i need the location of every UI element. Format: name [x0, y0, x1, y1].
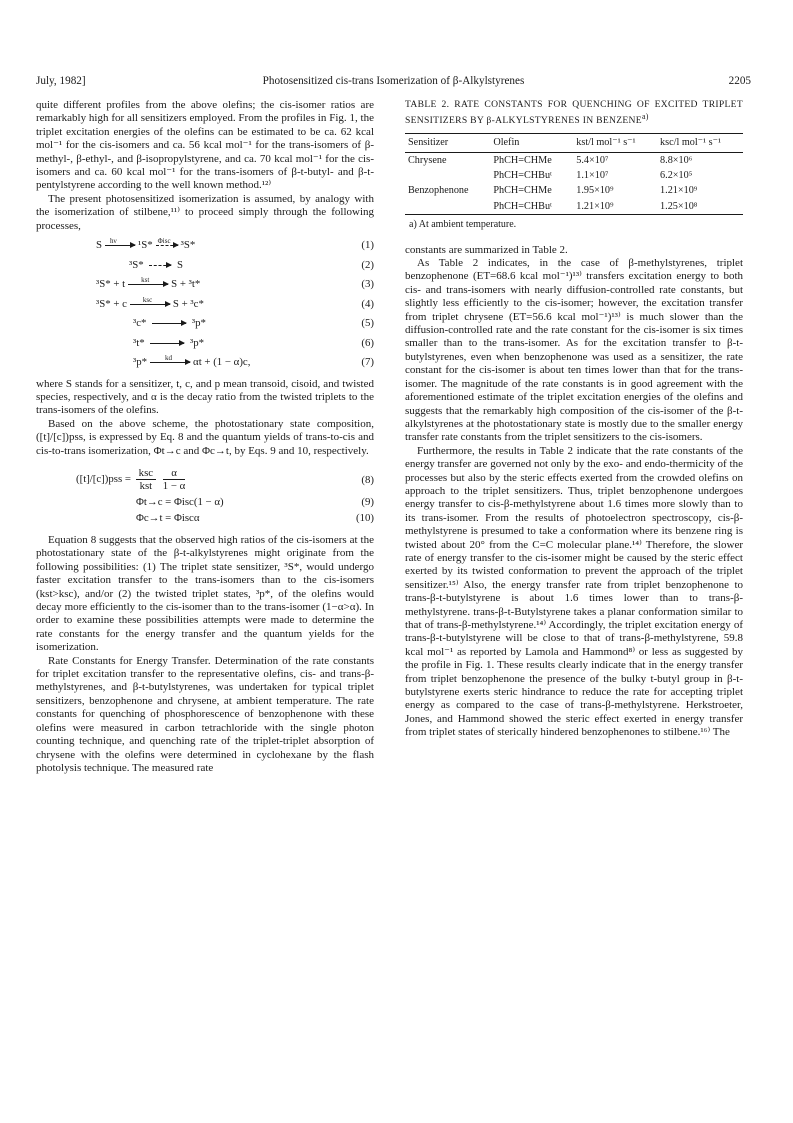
equation-9: Φt→c = Φisc(1 − α) (9)	[136, 496, 374, 508]
equation-number: (2)	[361, 258, 374, 271]
table-footnote: a) At ambient temperature.	[409, 219, 517, 231]
header-date: July, 1982]	[36, 75, 86, 87]
equation-10: Φc→t = Φiscα (10)	[136, 512, 374, 524]
equation-number: (3)	[361, 278, 374, 291]
paragraph: The present photosensitized isomerization is assumed, by analogy with the isomerization of stilbene,¹¹⁾ to proceed simply through the following processes,	[36, 192, 374, 232]
rate-constant-table	[405, 133, 743, 215]
paragraph: where S stands for a sensitizer, t, c, and p mean transoid, cisoid, and twisted species, respectively, and α is the decay ratio from the twisted triplets to the trans-isomers of the olefins.	[36, 377, 374, 417]
table-header: kst/l mol⁻¹ s⁻¹	[576, 137, 636, 149]
equation-5: ³c* ³p* (5)	[133, 317, 374, 330]
table-caption: TABLE 2. RATE CONSTANTS FOR QUENCHING OF EXCITED TRIPLET SENSITIZERS BY β-ALKYLSTYRENES IN BENZENE$^{a)}$	[405, 99, 743, 127]
table-row: Benzophenone PhCH=CHMe 1.95×10⁹ 1.21×10⁹	[408, 185, 698, 197]
equation-4: ³S* + c ksc S + ³c* (4)	[96, 295, 374, 310]
equation-number: (5)	[361, 317, 374, 330]
table-row: PhCH=CHBuᵗ 1.21×10⁹ 1.25×10⁸	[405, 199, 743, 215]
reaction-scheme	[36, 237, 374, 374]
equation-6: ³t* ³p* (6)	[133, 336, 374, 349]
equation-number: (7)	[361, 356, 374, 369]
equation-number: (6)	[361, 336, 374, 349]
equation-number: (8)	[361, 474, 374, 486]
table-row: Chrysene PhCH=CHMe 5.4×10⁷ 8.8×10⁶	[408, 154, 693, 166]
table-row: PhCH=CHBuᵗ 1.1×10⁷ 6.2×10⁵	[493, 170, 693, 181]
table-header: ksc/l mol⁻¹ s⁻¹	[660, 137, 722, 149]
paragraph: constants are summarized in Table 2.	[405, 243, 568, 256]
paragraph: Furthermore, the results in Table 2 indicate that the rate constants of the energy transfer are governed not only by the exo- and endo-thermicity of the processes but also by the steric effects exerted from the crowded olefins on approach to the triplet sensitizers. Thus, triplet benzophenone undergoes energy transfer to cis-β-methylstyrene about 1.6 times more slowly than to its trans-isomer. From the results of photoelectron spectroscopy, cis-β-methylstyrene is presumed to take a conformation where its benzene ring is twisted about 20° from the C=C molecular plane.¹⁴⁾ Therefore, the slower rate of energy transfer to the cis-isomer might be caused by the steric effect exerted by its twisted conformation to prevent the approach of the triplet sensitizer.¹⁵⁾ Also, the energy transfer rate from triplet benzophenone to trans-β-t-butylstyrene is about 1.6 times lower than to trans-β-methylstyrene. trans-β-t-Butylstyrene takes a planar conformation similar to that of trans-β-methylstyrene.¹⁴⁾ Accordingly, the triplet excitation energy of trans-β-t-butylstyrene will be close to that of trans-β-methylstyrene, 59.8 kcal mol⁻¹ as reported by Lamola and Hammond⁸⁾ or less as suggested by the profile in Fig. 1. These results clearly indicate that in the energy transfer from triplet benzophenone the presence of the bulky t-butyl group in β-t-butylstyrene exerts steric hindrance to reduce the rate for accepting triplet energy as compared to the case of trans-β-methylstyrene. Herkstroeter, Jones, and Hammond showed the steric effect exerted in energy transfer from triplet states of sterically hindered benzophenones to stilbene.¹⁶⁾ The	[405, 444, 743, 739]
equation-number: (9)	[361, 496, 374, 508]
equation-number: (1)	[361, 239, 374, 252]
table-header: Olefin	[493, 137, 520, 149]
left-column	[36, 99, 374, 775]
right-column	[405, 99, 743, 740]
equation-number: (4)	[361, 297, 374, 310]
header-title: Photosensitized cis-trans Isomerization of β-Alkylstyrenes	[262, 75, 525, 87]
paragraph: quite different profiles from the above olefins; the cis-isomer ratios are remarkably high for all sensitizers employed. From the profiles in Fig. 1, the triplet excitation energies of the olefins can be estimated to be ca. 62 kcal mol⁻¹ for the cis-isomers and ca. 56 kcal mol⁻¹ for the trans-isomers of β-methyl-, β-ethyl-, and β-isopropylstyrene, and ca. 70 kcal mol⁻¹ for the cis-isomers and ca. 60 kcal mol⁻¹ for the trans-isomers of β-t-butyl- and β-t-pentylstyrene according to the well known method.¹²⁾	[36, 99, 374, 192]
paragraph: Based on the above scheme, the photostationary state composition, ([t]/[c])pss, is expressed by Eq. 8 and the quantum yields of trans-to-cis and cis-to-trans isomerization, Φt→c and Φc→t, by Eqs. 9 and 10, respectively.	[36, 417, 374, 457]
paragraph: Rate Constants for Energy Transfer. Determination of the rate constants for triplet excitation transfer to the representative olefins, cis- and trans-β-methylstyrenes, and β-t-butylstyrenes, was undertaken for typical triplet sensitizers, benzophenone and chrysene, at ambient temperature. The rate constants for quenching of phosphorescence of benzophenone with these olefins were measured in carbon tetrachloride with the single photon counting technique, and quenching rate of the triplet-triplet absorption of chrysene with the olefins were determined in cyclohexane by the flash photolysis technique. The measured rate	[36, 654, 374, 774]
paragraph: As Table 2 indicates, in the case of β-methylstyrenes, triplet benzophenone (ET=68.6 kcal mol⁻¹)¹³⁾ transfers excitation energy to both cis- and trans-isomers with nearly diffusion-controlled rate constants, but slightly less efficiently to the cis-isomer; however, the excitation transfer from triplet chrysene (ET=56.6 kcal mol⁻¹)¹³⁾ is much slower than the diffusion-controlled rate and the rate constant for the cis-isomer is six times smaller than to the trans-isomer. As for the excitation transfer to β-t-butylstyrenes, even when benzophenone was used as a sensitizer, the rate constant for the cis-isomer is about ten times lower than that for the trans-isomer. The magnitude of the rate constants is in good agreement with the aforementioned estimate of the triplet excitation energies of the olefins and suggests that the remarkably high composition of the cis-isomer of the β-t-alkylstyrenes at the photostationary state is mostly due to the smaller energy transfer rate constants from the triplet sensitizers to the cis-isomers.	[405, 257, 743, 444]
equation-3: ³S* + t kst S + ³t* (3)	[96, 276, 374, 291]
running-header	[36, 75, 751, 91]
equation-2: ³S* S (2)	[129, 258, 374, 271]
equation-8: ([t]/[c])pss = $\frac{\text{ksc}}{\text{kst}}$ $\frac{\alpha}{1 - \alpha}$ (8)	[76, 467, 374, 492]
equation-1: S hν ¹S* Φisc ³S* (1)	[96, 237, 374, 252]
equation-7: ³p* kd αt + (1 − α)c, (7)	[133, 354, 374, 369]
page-number: 2205	[728, 75, 751, 87]
table-header: Sensitizer	[408, 137, 449, 149]
paragraph: Equation 8 suggests that the observed high ratios of the cis-isomers at the photostationary state of the β-t-alkylstyrenes might originate from the following possibilities: (1) The triplet state sensitizer, ³S*, would undergo faster excitation transfer to the trans-isomers than to the cis-isomers (kst>ksc), and/or (2) the twisted triplet states, ³p*, of the olefins would decay more efficiently to the cis-isomer than to the trans-isomer (1−α>α). In order to examine these possibilities attempts were made to determine the rate constants for the energy transfer and the quantum yields for the isomerization.	[36, 534, 374, 654]
equation-number: (10)	[356, 512, 374, 524]
